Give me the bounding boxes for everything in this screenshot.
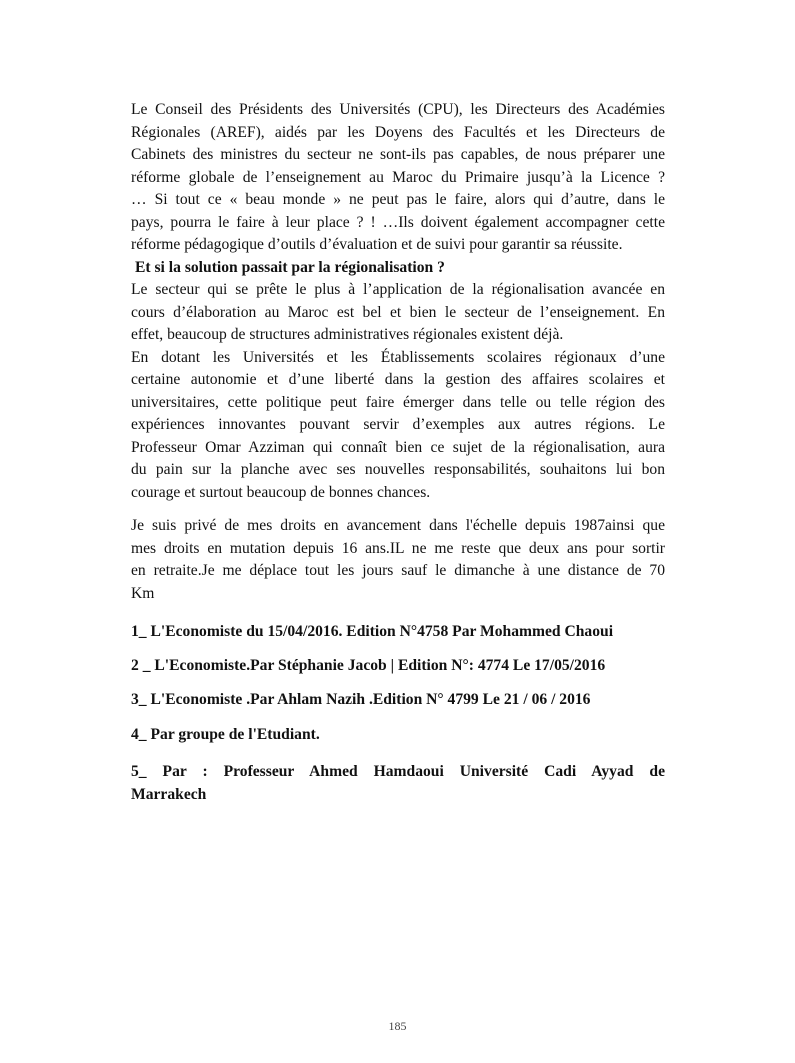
text-line: Je suis privé de mes droits en avancement dans l'échelle depuis 1987ainsi que: [131, 517, 665, 534]
page-number: 185: [388, 1019, 407, 1033]
text-line: pays, pourra le faire à leur place ? ! …Ils doivent également accompagner cette: [131, 213, 665, 231]
text-line: Professeur Omar Azziman qui connaît bien ce sujet de la régionalisation, aura: [131, 438, 665, 456]
text-line: du pain sur la planche avec ses nouvelles responsabilités, souhaitons lui bon: [131, 461, 665, 478]
paragraph-personal: [131, 515, 665, 605]
text-line: Le secteur qui se prête le plus à l’application de la régionalisation avancée en: [131, 281, 665, 298]
text-line: Le Conseil des Présidents des Universités (CPU), les Directeurs des Académies: [131, 101, 665, 118]
text-line: certaine autonomie et d’une liberté dans la gestion des affaires scolaires et: [131, 371, 665, 388]
reference-4: 4_ Par groupe de l'Etudiant.: [131, 726, 320, 743]
text-line: en retraite.Je me déplace tout les jours sauf le dimanche à une distance de 70: [131, 562, 665, 579]
text-line: universitaires, cette politique peut faire émerger dans telle ou telle région des: [131, 393, 665, 411]
paragraph-1: [131, 99, 665, 504]
text-line: mes droits en mutation depuis 16 ans.IL ne me reste que deux ans pour sortir: [131, 539, 665, 557]
text-line: Km: [131, 584, 155, 602]
text-line: courage et surtout beaucoup de bonnes chances.: [131, 483, 431, 501]
text-line: réforme globale de l’enseignement au Maroc du Primaire jusqu’à la Licence ?: [131, 168, 665, 186]
reference-1: 1_ L'Economiste du 15/04/2016. Edition N°4758 Par Mohammed Chaoui: [131, 623, 614, 640]
text-line: 5_ Par : Professeur Ahmed Hamdaoui Université Cadi Ayyad de: [131, 763, 665, 780]
text-line: Marrakech: [131, 785, 207, 803]
text-line: En dotant les Universités et les Établissements scolaires régionaux d’une: [131, 348, 665, 366]
text-line: réforme pédagogique d’outils d’évaluation et de suivi pour garantir sa réussite.: [131, 236, 623, 253]
reference-5: [131, 760, 665, 805]
section-heading: Et si la solution passait par la régionalisation ?: [135, 258, 445, 276]
text-line: Cabinets des ministres du secteur ne sont-ils pas capables, de nous préparer une: [131, 146, 665, 163]
text-line: Régionales (AREF), aidés par les Doyens des Facultés et les Directeurs de: [131, 123, 665, 141]
reference-2: 2 _ L'Economiste.Par Stéphanie Jacob | Edition N°: 4774 Le 17/05/2016: [131, 657, 606, 674]
text-line: cours d’élaboration au Maroc est bel et bien le secteur de l’enseignement. En: [131, 303, 665, 321]
reference-3: 3_ L'Economiste .Par Ahlam Nazih .Edition N° 4799 Le 21 / 06 / 2016: [131, 691, 591, 708]
text-line: expériences innovantes pouvant servir d’exemples aux autres régions. Le: [131, 416, 665, 433]
text-line: effet, beaucoup de structures administratives régionales existent déjà.: [131, 326, 564, 343]
text-line: … Si tout ce « beau monde » ne peut pas le faire, alors qui d’autre, dans le: [131, 191, 665, 208]
